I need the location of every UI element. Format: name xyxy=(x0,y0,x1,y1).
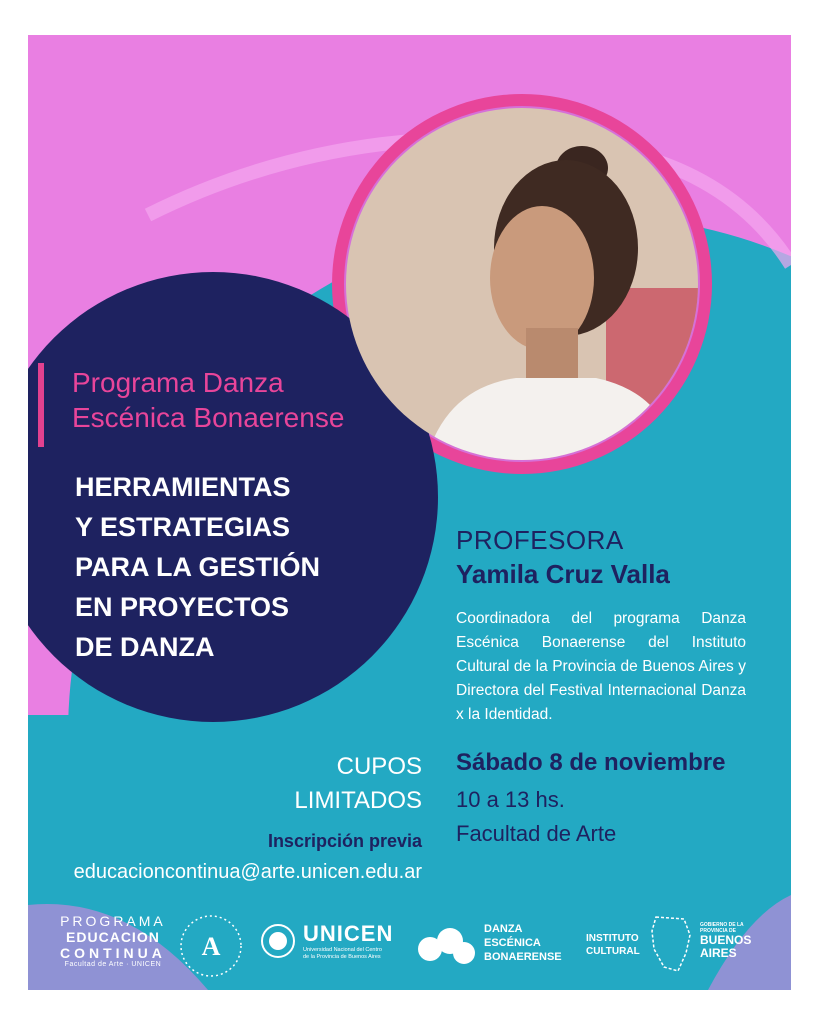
svg-text:A: A xyxy=(201,932,221,961)
buenos-aires-map-icon xyxy=(648,913,694,975)
unicen-seal-icon xyxy=(260,923,296,959)
danza-escenica-logo: DANZA ESCÉNICA BONAERENSE xyxy=(484,923,562,963)
course-title-line: EN PROYECTOS xyxy=(75,592,290,622)
professor-label: PROFESORA xyxy=(456,525,624,555)
event-time: 10 a 13 hs. xyxy=(456,787,565,812)
danza-escenica-mark-icon xyxy=(416,923,478,969)
facultad-arte-seal-icon xyxy=(178,913,244,979)
gobierno-buenos-aires-logo: GOBIERNO DE LA PROVINCIA DE BUENOS AIRES xyxy=(700,922,752,960)
course-title-line: PARA LA GESTIÓN xyxy=(75,552,321,582)
professor-name: Yamila Cruz Valla xyxy=(456,559,670,589)
program-accent-bar xyxy=(38,363,44,447)
event-place: Facultad de Arte xyxy=(456,821,617,846)
course-title xyxy=(75,467,405,667)
educacion-continua-logo: PROGRAMA EDUCACION CONTINUA Facultad de Arte · UNICEN xyxy=(60,913,166,968)
program-title-line-1: Programa Danza xyxy=(72,367,284,398)
cupos-limitados xyxy=(208,750,422,818)
unicen-logo: UNICEN Universidad Nacional del Centro de la Provincia de Buenos Aires xyxy=(303,921,394,960)
course-title-line: Y ESTRATEGIAS xyxy=(75,512,291,542)
registration-email-link[interactable]: educacioncontinua@arte.unicen.edu.ar xyxy=(73,861,422,883)
cupos-line-2: LIMITADOS xyxy=(294,787,422,814)
poster xyxy=(28,35,791,990)
course-title-line: HERRAMIENTAS xyxy=(75,472,291,502)
course-title-line: DE DANZA xyxy=(75,632,215,662)
event-date: Sábado 8 de noviembre xyxy=(456,749,726,776)
professor-bio: Coordinadora del programa Danza Escénica Bonaerense del Instituto Cultural de la Provincia de Buenos Aires y Directora del Festival Internacional Danza x la Identidad. xyxy=(456,610,746,723)
program-title-line-2: Escénica Bonaerense xyxy=(72,402,345,433)
instituto-cultural-logo: INSTITUTO CULTURAL xyxy=(586,933,640,957)
cupos-line-1: CUPOS xyxy=(336,753,422,780)
program-title xyxy=(72,365,412,435)
logo-strip xyxy=(28,907,791,987)
registration-note: Inscripción previa xyxy=(267,831,422,851)
